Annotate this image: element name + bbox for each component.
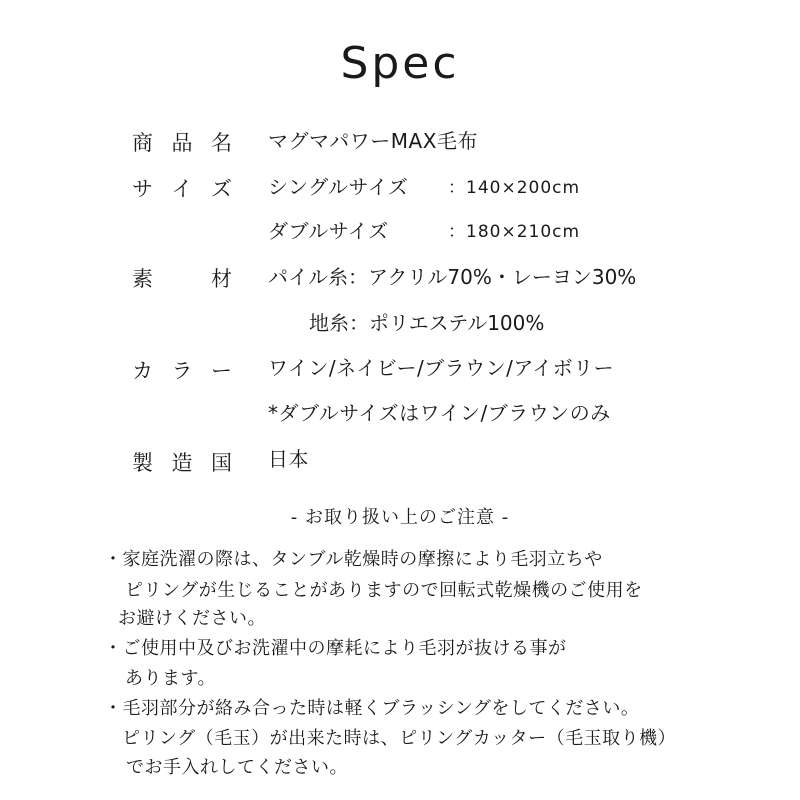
label-char: カ [132,359,153,383]
label-char: 材 [211,267,232,291]
label-char: サ [132,177,153,201]
label-char: ー [211,359,232,383]
notice-line: ピリングが生じることがありますので回転式乾燥機のご使用を [125,580,643,601]
notice-line: お避けください。 [118,608,266,629]
notice-line: ・毛羽部分が絡み合った時は軽くブラッシングをしてください。 [104,698,640,719]
spec-value-double-dimensions: ：180×210cm [448,222,581,242]
spec-value-double-size: ダブルサイズ [268,219,389,243]
notice-heading: - お取り扱い上のご注意 - [290,507,510,528]
label-char: イ [171,177,193,201]
spec-label-origin [132,447,232,477]
spec-value-origin: 日本 [268,447,309,471]
label-char: 造 [171,451,193,475]
label-char: ラ [171,359,193,383]
spec-value-single-size: シングルサイズ [268,175,409,199]
notice-line: ・ご使用中及びお洗濯中の摩耗により毛羽が抜ける事が [104,638,567,659]
notice-line: でお手入れしてください。 [126,757,348,778]
notice-line: ピリング（毛玉）が出来た時は、ピリングカッター（毛玉取り機） [122,728,677,749]
spec-label-color [132,355,232,385]
label-char: 品 [171,131,193,155]
label-char: 商 [132,131,153,155]
spec-value-product-name: マグマパワーMAX毛布 [268,129,478,153]
spec-label-size [132,173,232,203]
spec-value-ground-yarn: 地糸：ポリエステル100% [309,311,545,335]
spec-value-pile-yarn: パイル糸：アクリル70%・レーヨン30% [268,265,637,289]
spec-value-colors: ワイン/ネイビー/ブラウン/アイボリー [268,356,615,380]
spec-label-product-name [132,127,232,157]
label-char: 製 [132,451,153,475]
notice-line: ・家庭洗濯の際は、タンブル乾燥時の摩擦により毛羽立ちや [104,549,603,570]
label-char: 国 [211,451,232,475]
notice-line: あります。 [125,668,217,689]
spec-label-material [132,263,232,293]
spec-value-color-note: *ダブルサイズはワイン/ブラウンのみ [268,401,611,425]
label-char: 名 [211,131,232,155]
page-title: Spec [340,38,460,89]
spec-value-single-dimensions: ：140×200cm [448,178,581,198]
label-char: ズ [211,177,232,201]
label-char: 素 [132,267,153,291]
